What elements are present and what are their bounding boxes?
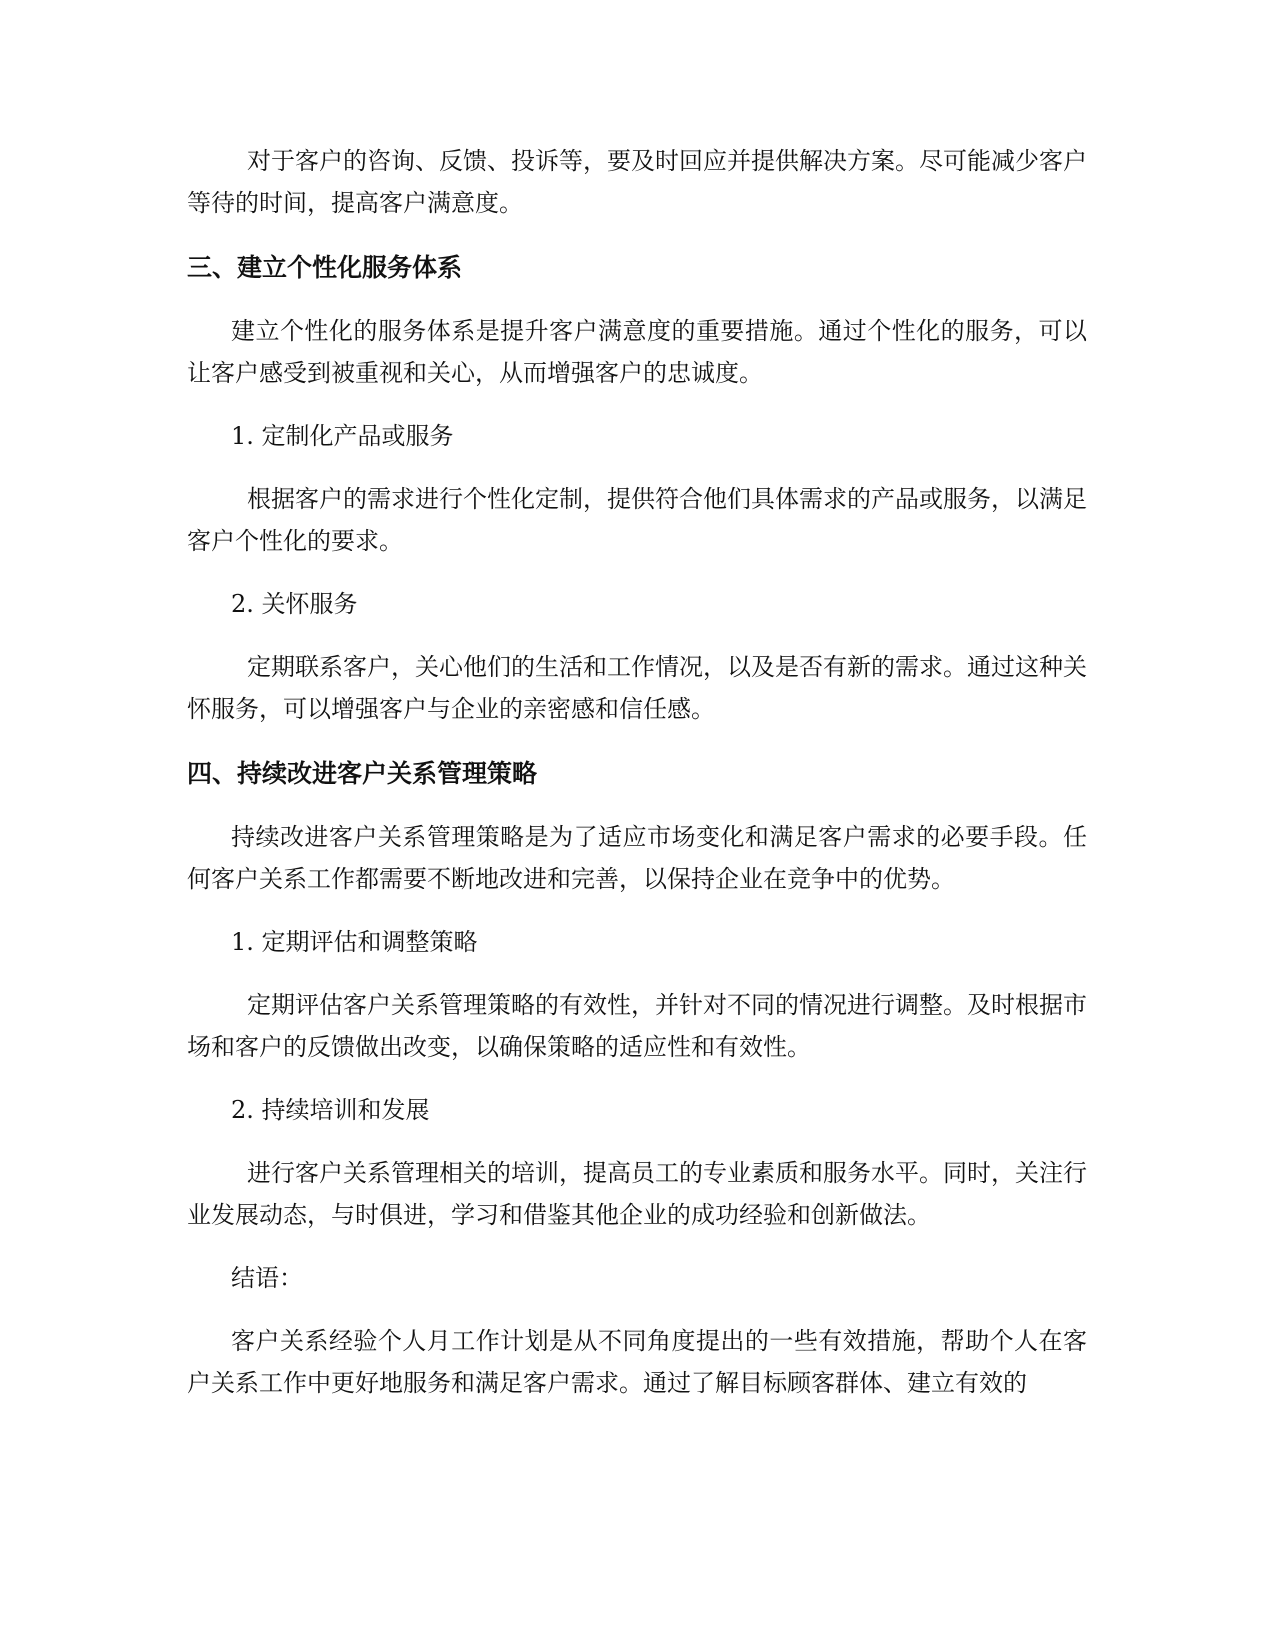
heading-section-3: 三、建立个性化服务体系 [187, 253, 463, 282]
paragraph-training: 进行客户关系管理相关的培训，提高员工的专业素质和服务水平。同时，关注行业发展动态，与时俱进，学习和借鉴其他企业的成功经验和创新做法。 [187, 1159, 1087, 1229]
subheading-customized: 1. 定制化产品或服务 [231, 422, 454, 450]
paragraph-personalized-intro: 建立个性化的服务体系是提升客户满意度的重要措施。通过个性化的服务，可以让客户感受到被重视和关心，从而增强客户的忠诚度。 [187, 317, 1087, 387]
paragraph-conclusion: 客户关系经验个人月工作计划是从不同角度提出的一些有效措施，帮助个人在客户关系工作中更好地服务和满足客户需求。通过了解目标顾客群体、建立有效的 [187, 1327, 1087, 1397]
subheading-care: 2. 关怀服务 [231, 590, 358, 618]
paragraph-care: 定期联系客户，关心他们的生活和工作情况，以及是否有新的需求。通过这种关怀服务，可以增强客户与企业的亲密感和信任感。 [187, 653, 1087, 723]
paragraph-improve-intro: 持续改进客户关系管理策略是为了适应市场变化和满足客户需求的必要手段。任何客户关系工作都需要不断地改进和完善，以保持企业在竞争中的优势。 [187, 823, 1087, 893]
subheading-evaluate: 1. 定期评估和调整策略 [231, 928, 478, 956]
paragraph-customized: 根据客户的需求进行个性化定制，提供符合他们具体需求的产品或服务，以满足客户个性化的要求。 [187, 485, 1087, 555]
paragraph-response: 对于客户的咨询、反馈、投诉等，要及时回应并提供解决方案。尽可能减少客户等待的时间，提高客户满意度。 [187, 147, 1087, 217]
document-body [187, 140, 1087, 1404]
subheading-training: 2. 持续培训和发展 [231, 1096, 430, 1124]
paragraph-evaluate: 定期评估客户关系管理策略的有效性，并针对不同的情况进行调整。及时根据市场和客户的反馈做出改变，以确保策略的适应性和有效性。 [187, 991, 1087, 1061]
subheading-conclusion: 结语： [231, 1264, 303, 1292]
heading-section-4: 四、持续改进客户关系管理策略 [187, 759, 538, 788]
